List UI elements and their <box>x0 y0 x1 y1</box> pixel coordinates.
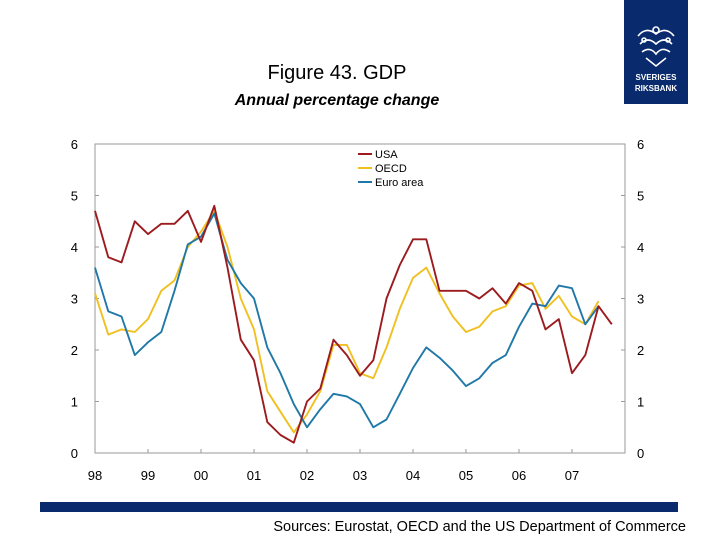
x-axis <box>88 449 579 483</box>
chart-title: Figure 43. GDP <box>267 62 407 84</box>
x-tick-label: 03 <box>352 468 368 483</box>
source-note: Sources: Eurostat, OECD and the US Department of Commerce <box>273 519 686 535</box>
x-tick-label: 99 <box>140 468 156 483</box>
legend <box>358 149 424 189</box>
y-tick-label-right: 2 <box>637 343 645 358</box>
y-tick-label-left: 4 <box>70 240 78 255</box>
x-tick-label: 01 <box>246 468 262 483</box>
series-lines <box>95 206 612 443</box>
x-tick-label: 04 <box>405 468 421 483</box>
y-tick-label-right: 6 <box>637 137 645 152</box>
y-axis-right <box>621 137 644 461</box>
plot-frame <box>95 144 625 453</box>
y-tick-label-right: 0 <box>637 446 645 461</box>
logo-text-1: SVERIGES <box>635 73 677 82</box>
x-tick-label: 00 <box>193 468 209 483</box>
x-tick-label: 07 <box>564 468 580 483</box>
footer-bar <box>40 502 678 512</box>
legend-label-euro-area: Euro area <box>375 177 424 189</box>
x-tick-label: 06 <box>511 468 527 483</box>
y-tick-label-left: 2 <box>70 343 78 358</box>
y-tick-label-left: 3 <box>70 291 78 307</box>
y-tick-label-left: 1 <box>70 394 78 410</box>
legend-label-oecd: OECD <box>375 163 407 175</box>
y-tick-label-right: 3 <box>637 291 645 307</box>
legend-label-usa: USA <box>375 149 398 161</box>
y-tick-label-right: 4 <box>637 240 645 255</box>
y-tick-label-left: 5 <box>70 188 78 204</box>
x-tick-label: 05 <box>458 468 474 483</box>
series-line-usa <box>95 206 612 443</box>
logo-text-2: RIKSBANK <box>634 84 678 93</box>
y-tick-label-left: 6 <box>70 137 78 152</box>
series-line-euro-area <box>95 214 599 428</box>
x-tick-label: 98 <box>87 468 103 483</box>
x-tick-label: 02 <box>299 468 315 483</box>
y-tick-label-right: 1 <box>637 394 645 410</box>
chart-subtitle: Annual percentage change <box>234 92 440 109</box>
y-tick-label-right: 5 <box>637 188 645 204</box>
y-tick-label-left: 0 <box>70 446 78 461</box>
